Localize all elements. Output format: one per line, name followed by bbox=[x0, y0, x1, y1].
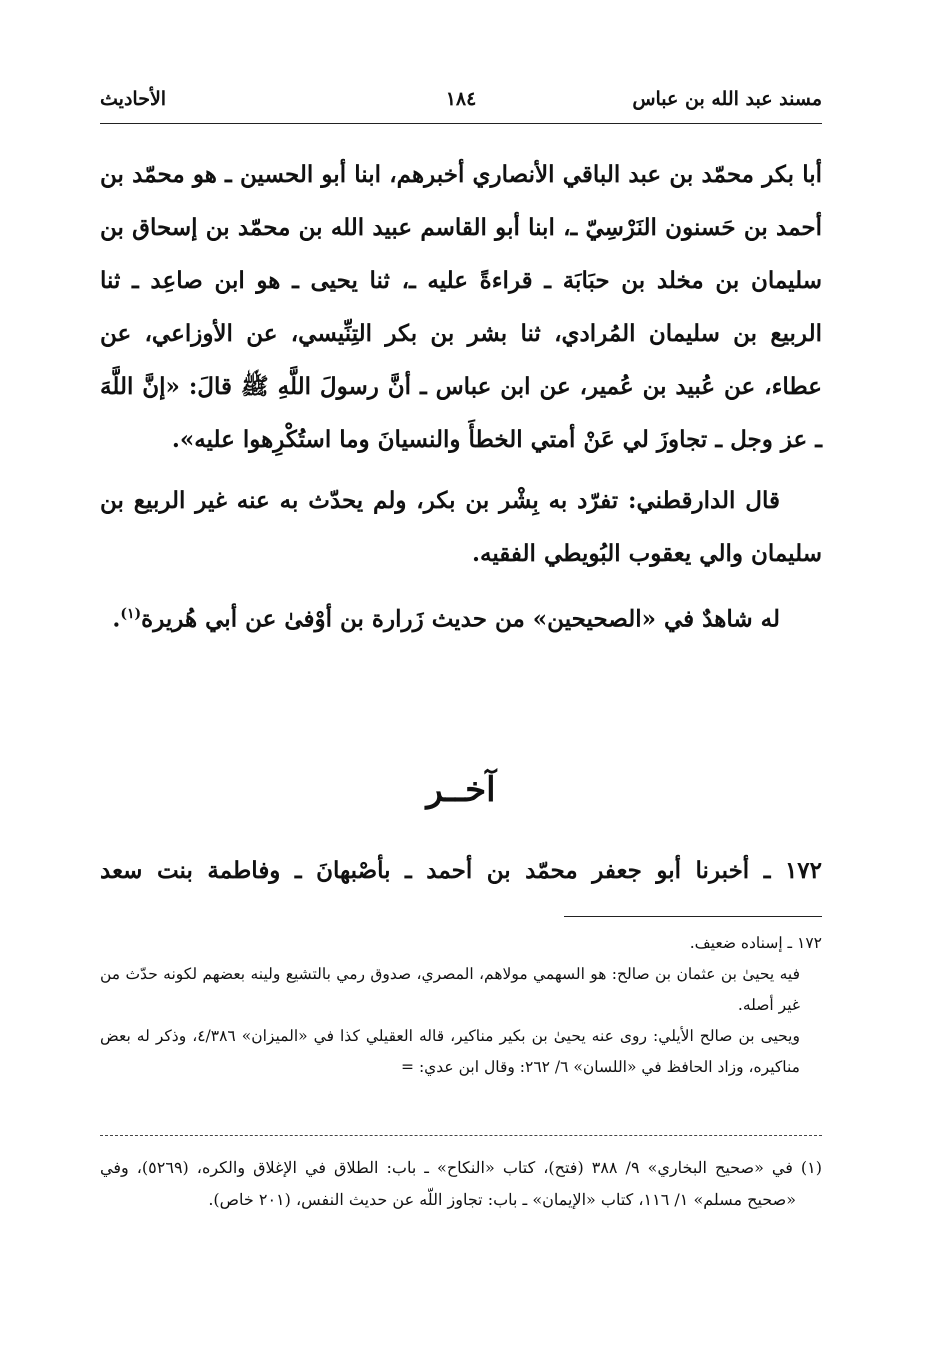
hadith-172: ١٧٢ ـ أخبرنا أبو جعفر محمّد بن أحمد ـ بأصْبهانَ ـ وفاطمة بنت سعد bbox=[100, 857, 822, 884]
notes-divider bbox=[564, 916, 822, 917]
note-line: ويحيى بن صالح الأيلي: روى عنه يحيىٰ بن بكير مناكير، قاله العقيلي كذا في «الميزان» ٤/٣٨٦، وذكر له بعض مناكيره، وزاد الحافظ في «اللسان» ٦/ ٢٦٢: وقال ابن عدي: = bbox=[100, 1027, 800, 1076]
footnote-1: (١) في «صحيح البخاري» ٩/ ٣٨٨ (فتح)، كتاب «النكاح» ـ باب: الطلاق في الإغلاق والكره، (٥٢٦٩)، وفي «صحيح مسلم» ١/ ١١٦، كتاب «الإيمان» ـ باب: تجاوز اللّه عن حديث النفس، (٢٠١ خاص). bbox=[100, 1158, 823, 1209]
page-number: ١٨٤ bbox=[445, 88, 477, 110]
section-title: الأحاديث bbox=[100, 88, 167, 110]
paragraph-shahid-text: له شاهدٌ في «الصحيحين» من حديث زَرارة بن أوْفىٰ عن أبي هُريرة bbox=[141, 605, 780, 633]
header-divider bbox=[100, 123, 822, 124]
paragraph-isnad: أبا بكر محمّد بن عبد الباقي الأنصاري أخبرهم، ابنا أبو الحسين ـ هو محمّد بن أحمد بن حَسنون النَرْسِيّ ـ، ابنا أبو القاسم عبيد الله بن محمّد بن إسحاق بن سليمان بن مخلد بن حبَابَة ـ قراءةً عليه ـ، ثنا يحيى ـ هو ابن صاعِد ـ ثنا الربيع بن سليمان المُرادي، ثنا بشر بن بكر التِنِّيسي، عن الأوزاعي، عن عطاء، عن عُبيد بن عُمير، عن ابن عباس ـ أنَّ رسولَ اللَّهِ ﷺ قالَ: «إنَّ اللَّهَ ـ عز وجل ـ تجاوزَ لي عَنْ أمتي الخطأَ والنسيانَ وما استُكْرِهوا عليه». bbox=[100, 161, 822, 453]
footnotes bbox=[100, 1152, 822, 1216]
book-title: مسند عبد الله بن عباس bbox=[632, 88, 822, 110]
running-header bbox=[100, 88, 822, 124]
paragraph-shahid bbox=[100, 588, 822, 646]
footnote-divider bbox=[100, 1135, 822, 1136]
main-text bbox=[100, 148, 822, 646]
paragraph-shahid-end: . bbox=[112, 605, 121, 633]
chapter-heading: آخــر bbox=[426, 770, 496, 810]
editor-notes bbox=[100, 928, 822, 1083]
note-line: ١٧٢ ـ إسناده ضعيف. bbox=[689, 934, 822, 952]
footnote-ref[interactable]: (١) bbox=[120, 606, 142, 622]
note-line: فيه يحيىٰ بن عثمان بن صالح: هو السهمي مولاهم، المصري، صدوق رمي بالتشيع ولينه بعضهم لكونه حدّث من غير أصله. bbox=[100, 965, 800, 1014]
paragraph-daraqutni: قال الدارقطني: تفرّد به بِشْر بن بكر، ولم يحدّث به عنه غير الربيع بن سليمان والي يعقوب البُويطي الفقيه. bbox=[100, 487, 822, 567]
